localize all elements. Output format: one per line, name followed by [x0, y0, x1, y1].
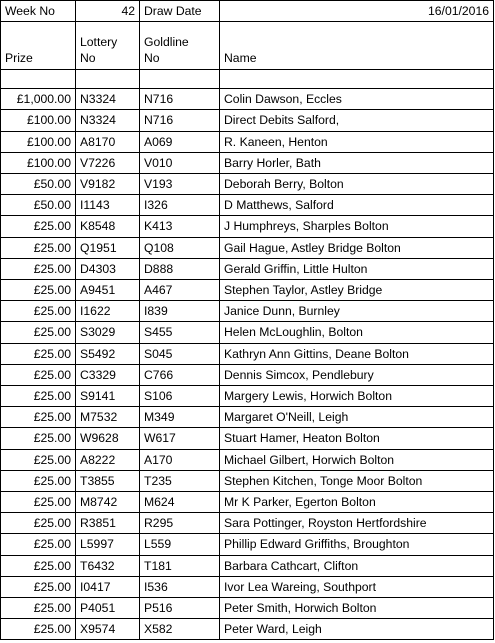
- winner-name-cell: Dennis Simcox, Pendlebury: [220, 364, 494, 385]
- name-label: Name: [224, 50, 257, 65]
- column-header-goldline: [140, 22, 220, 70]
- prize-cell: £25.00: [1, 428, 76, 449]
- header-row-columns: [1, 22, 494, 70]
- winner-name-cell: Phillip Edward Griffiths, Broughton: [220, 534, 494, 555]
- goldline-number-cell: C766: [140, 364, 220, 385]
- column-header-lottery: [76, 22, 140, 70]
- blank-cell: [140, 70, 220, 89]
- prize-cell: £25.00: [1, 449, 76, 470]
- table-row: [1, 258, 494, 279]
- prize-cell: £25.00: [1, 513, 76, 534]
- lottery-number-cell: I0417: [76, 576, 140, 597]
- winner-name-cell: Barry Horler, Bath: [220, 152, 494, 173]
- column-header-prize: [1, 22, 76, 70]
- table-row: [1, 555, 494, 576]
- lottery-number-cell: T6432: [76, 555, 140, 576]
- winner-name-cell: Mr K Parker, Egerton Bolton: [220, 492, 494, 513]
- prize-cell: £50.00: [1, 174, 76, 195]
- lottery-number-cell: P4051: [76, 598, 140, 619]
- blank-cell: [76, 70, 140, 89]
- winner-name-cell: Stephen Taylor, Astley Bridge: [220, 280, 494, 301]
- goldline-number-cell: I326: [140, 195, 220, 216]
- table-row: [1, 89, 494, 110]
- lottery-number-cell: S5492: [76, 343, 140, 364]
- lottery-number-cell: S9141: [76, 386, 140, 407]
- table-row: [1, 174, 494, 195]
- prize-cell: £25.00: [1, 301, 76, 322]
- table-row: [1, 280, 494, 301]
- goldline-number-cell: T181: [140, 555, 220, 576]
- goldline-number-cell: M349: [140, 407, 220, 428]
- winner-name-cell: Deborah Berry, Bolton: [220, 174, 494, 195]
- winner-name-cell: Direct Debits Salford,: [220, 110, 494, 131]
- lottery-number-cell: X9574: [76, 619, 140, 640]
- table-row: [1, 576, 494, 597]
- lottery-number-cell: M8742: [76, 492, 140, 513]
- table-row: [1, 343, 494, 364]
- winner-name-cell: J Humphreys, Sharples Bolton: [220, 216, 494, 237]
- lottery-number-cell: S3029: [76, 322, 140, 343]
- blank-cell: [1, 70, 76, 89]
- prize-cell: £25.00: [1, 534, 76, 555]
- prize-cell: £25.00: [1, 386, 76, 407]
- goldline-number-cell: R295: [140, 513, 220, 534]
- prize-cell: £25.00: [1, 576, 76, 597]
- table-row: [1, 110, 494, 131]
- table-row: [1, 449, 494, 470]
- lottery-number-cell: N3324: [76, 89, 140, 110]
- lottery-number-cell: N3324: [76, 110, 140, 131]
- lottery-number-cell: R3851: [76, 513, 140, 534]
- winner-name-cell: D Matthews, Salford: [220, 195, 494, 216]
- table-row: [1, 216, 494, 237]
- prize-cell: £25.00: [1, 492, 76, 513]
- prize-cell: £25.00: [1, 555, 76, 576]
- goldline-number-cell: P516: [140, 598, 220, 619]
- goldline-label-line1: Goldline: [144, 35, 189, 50]
- goldline-number-cell: T235: [140, 470, 220, 491]
- goldline-number-cell: Q108: [140, 237, 220, 258]
- week-label: Week No: [1, 1, 76, 22]
- lottery-number-cell: A9451: [76, 280, 140, 301]
- winner-name-cell: Gerald Griffin, Little Hulton: [220, 258, 494, 279]
- prize-cell: £25.00: [1, 280, 76, 301]
- lottery-number-cell: A8222: [76, 449, 140, 470]
- winner-name-cell: Margaret O'Neill, Leigh: [220, 407, 494, 428]
- goldline-number-cell: L559: [140, 534, 220, 555]
- goldline-number-cell: N716: [140, 110, 220, 131]
- goldline-label-line2: No: [144, 50, 160, 65]
- winner-name-cell: Colin Dawson, Eccles: [220, 89, 494, 110]
- winner-name-cell: Gail Hague, Astley Bridge Bolton: [220, 237, 494, 258]
- table-row: [1, 428, 494, 449]
- prize-cell: £100.00: [1, 131, 76, 152]
- table-row: [1, 619, 494, 640]
- header-row-week: [1, 1, 494, 22]
- goldline-number-cell: I839: [140, 301, 220, 322]
- prize-label: Prize: [5, 50, 33, 65]
- winner-name-cell: Helen McLoughlin, Bolton: [220, 322, 494, 343]
- prize-cell: £25.00: [1, 258, 76, 279]
- goldline-number-cell: X582: [140, 619, 220, 640]
- goldline-number-cell: S106: [140, 386, 220, 407]
- prize-cell: £25.00: [1, 322, 76, 343]
- week-value: 42: [76, 1, 140, 22]
- goldline-number-cell: K413: [140, 216, 220, 237]
- table-row: [1, 534, 494, 555]
- prize-cell: £25.00: [1, 237, 76, 258]
- prize-cell: £25.00: [1, 364, 76, 385]
- winner-name-cell: Sara Pottinger, Royston Hertfordshire: [220, 513, 494, 534]
- table-row: [1, 407, 494, 428]
- lottery-number-cell: L5997: [76, 534, 140, 555]
- winner-name-cell: R. Kaneen, Henton: [220, 131, 494, 152]
- winner-name-cell: Stephen Kitchen, Tonge Moor Bolton: [220, 470, 494, 491]
- lottery-number-cell: C3329: [76, 364, 140, 385]
- table-row: [1, 301, 494, 322]
- goldline-number-cell: A170: [140, 449, 220, 470]
- goldline-number-cell: W617: [140, 428, 220, 449]
- table-row: [1, 152, 494, 173]
- winner-name-cell: Kathryn Ann Gittins, Deane Bolton: [220, 343, 494, 364]
- lottery-number-cell: Q1951: [76, 237, 140, 258]
- table-row: [1, 470, 494, 491]
- blank-cell: [220, 70, 494, 89]
- lottery-number-cell: V9182: [76, 174, 140, 195]
- lottery-number-cell: T3855: [76, 470, 140, 491]
- prize-cell: £100.00: [1, 152, 76, 173]
- winner-name-cell: Peter Ward, Leigh: [220, 619, 494, 640]
- table-row: [1, 195, 494, 216]
- table-row: [1, 492, 494, 513]
- table-row: [1, 322, 494, 343]
- table-row: [1, 598, 494, 619]
- table-row: [1, 386, 494, 407]
- table-row: [1, 237, 494, 258]
- lottery-number-cell: I1622: [76, 301, 140, 322]
- goldline-number-cell: N716: [140, 89, 220, 110]
- goldline-number-cell: V010: [140, 152, 220, 173]
- lottery-number-cell: M7532: [76, 407, 140, 428]
- goldline-number-cell: A467: [140, 280, 220, 301]
- prize-cell: £25.00: [1, 216, 76, 237]
- blank-row: [1, 70, 494, 89]
- prize-cell: £50.00: [1, 195, 76, 216]
- goldline-number-cell: S455: [140, 322, 220, 343]
- prize-cell: £25.00: [1, 619, 76, 640]
- winner-name-cell: Ivor Lea Wareing, Southport: [220, 576, 494, 597]
- lottery-number-cell: I1143: [76, 195, 140, 216]
- winner-name-cell: Margery Lewis, Horwich Bolton: [220, 386, 494, 407]
- lottery-number-cell: V7226: [76, 152, 140, 173]
- prize-cell: £1,000.00: [1, 89, 76, 110]
- goldline-number-cell: I536: [140, 576, 220, 597]
- prize-cell: £25.00: [1, 598, 76, 619]
- lottery-number-cell: A8170: [76, 131, 140, 152]
- goldline-number-cell: S045: [140, 343, 220, 364]
- lottery-number-cell: W9628: [76, 428, 140, 449]
- table-row: [1, 513, 494, 534]
- goldline-number-cell: A069: [140, 131, 220, 152]
- winner-name-cell: Michael Gilbert, Horwich Bolton: [220, 449, 494, 470]
- table-row: [1, 131, 494, 152]
- column-header-name: [220, 22, 494, 70]
- draw-date-value: 16/01/2016: [220, 1, 494, 22]
- prize-cell: £25.00: [1, 407, 76, 428]
- goldline-number-cell: M624: [140, 492, 220, 513]
- goldline-number-cell: D888: [140, 258, 220, 279]
- draw-date-label: Draw Date: [140, 1, 220, 22]
- lottery-number-cell: K8548: [76, 216, 140, 237]
- lottery-number-cell: D4303: [76, 258, 140, 279]
- lottery-label-line1: Lottery: [80, 35, 118, 50]
- prize-cell: £100.00: [1, 110, 76, 131]
- goldline-number-cell: V193: [140, 174, 220, 195]
- winner-name-cell: Stuart Hamer, Heaton Bolton: [220, 428, 494, 449]
- winner-name-cell: Barbara Cathcart, Clifton: [220, 555, 494, 576]
- lottery-label-line2: No: [80, 50, 96, 65]
- winner-name-cell: Peter Smith, Horwich Bolton: [220, 598, 494, 619]
- winner-name-cell: Janice Dunn, Burnley: [220, 301, 494, 322]
- prize-cell: £25.00: [1, 343, 76, 364]
- table-row: [1, 364, 494, 385]
- prize-cell: £25.00: [1, 470, 76, 491]
